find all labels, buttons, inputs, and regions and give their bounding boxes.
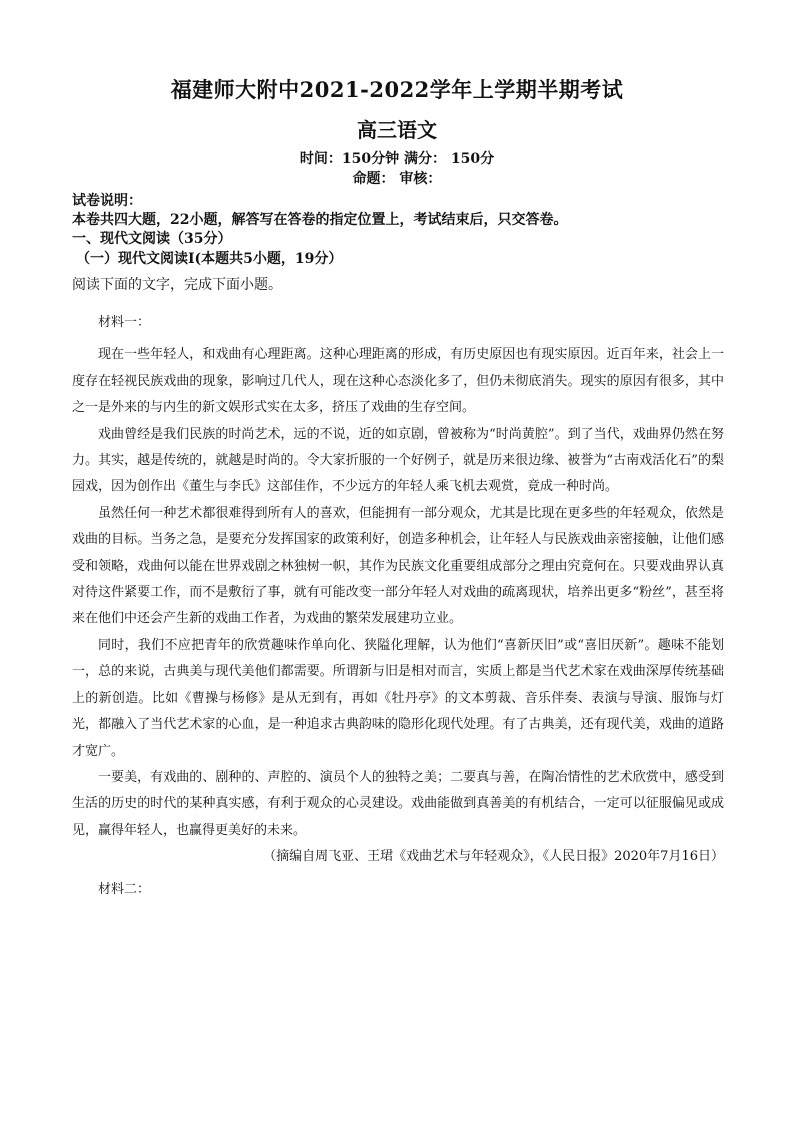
paragraph: 现在一些年轻人，和戏曲有心理距离。这种心理距离的形成，有历史原因也有现实原因。近百年来，社会上一度存在轻视民族戏曲的现象，影响过几代人，现在这种心态淡化多了，但仍未彻底消失。现实的原因有很多，其中之一是外来的与内生的新文娱形式实在太多，挤压了戏曲的生存空间。 xyxy=(72,347,724,416)
source-citation: （摘编自周飞亚、王珺《戏曲艺术与年轻观众》，《人民日报》2020年7月16日） xyxy=(263,849,724,865)
paragraph: 虽然任何一种艺术都很难得到所有人的喜欢，但能拥有一部分观众，尤其是比现在更多些的年轻观众，依然是戏曲的目标。当务之急，是要充分发挥国家的政策利好，创造多种机会，让年轻人与民族戏曲亲密接触，让他们感受和领略，戏曲何以能在世界戏剧之林独树一帜，其作为民族文化重要组成部分之理由究竟何在。只要戏曲界认真对待这件紧要工作，而不是敷衍了事，就有可能改变一部分年轻人对戏曲的疏离现状，培养出更多“粉丝”，甚至将来在他们中还会产生新的戏曲工作者，为戏曲的繁荣发展建功立业。 xyxy=(72,505,724,627)
time-score-line: 时间：150分钟 满分： 150分 xyxy=(299,151,495,167)
subject-title: 高三语文 xyxy=(357,118,437,142)
notes-heading: 试卷说明： xyxy=(72,193,142,209)
material-1-label: 材料一： xyxy=(98,315,151,330)
material-2-label: 材料二： xyxy=(98,881,151,897)
notes-text: 本卷共四大题，22小题，解答写在答卷的指定位置上，考试结束后，只交答卷。 xyxy=(72,212,568,228)
exam-title: 福建师大附中2021-2022学年上学期半期考试 xyxy=(170,77,624,102)
subsection-heading: （一）现代文阅读Ⅰ(本题共5小题，19分） xyxy=(76,251,343,267)
paragraph: 一要美，有戏曲的、剧种的、声腔的、演员个人的独特之美；二要真与善，在陶冶情性的艺术欣赏中，感受到生活的历史的时代的某种真实感，有利于观众的心灵建设。戏曲能做到真善美的有机结合，一定可以征服偏见或成见，赢得年轻人，也赢得更美好的未来。 xyxy=(72,769,724,838)
paragraph: 同时，我们不应把青年的欣赏趣味作单向化、狭隘化理解，认为他们“喜新厌旧”或“喜旧厌新”。趣味不能划一，总的来说，古典美与现代美他们都需要。所谓新与旧是相对而言，实质上都是当代艺术家在戏曲深厚传统基础上的新创造。比如《曹操与杨修》是从无到有，再如《牡丹亭》的文本剪裁、音乐伴奏、表演与导演、服饰与灯光，都融入了当代艺术家的心血，是一种追求古典韵味的隐形化现代处理。有了古典美，还有现代美，戏曲的道路才宽广。 xyxy=(72,637,724,759)
authors-line: 命题： 审核： xyxy=(352,171,442,187)
section-heading: 一、现代文阅读（35分） xyxy=(72,231,232,247)
reading-instruction: 阅读下面的文字，完成下面小题。 xyxy=(72,277,282,293)
paragraph: 戏曲曾经是我们民族的时尚艺术，远的不说，近的如京剧，曾被称为“时尚黄腔”。到了当代，戏曲界仍然在努力。其实，越是传统的，就越是时尚的。令大家折服的一个好例子，就是历来很边缘、被誉为“古南戏活化石”的梨园戏，因为创作出《董生与李氏》这部佳作，不少远方的年轻人乘飞机去观赏，竟成一种时尚。 xyxy=(72,426,724,495)
reading-passage xyxy=(72,310,724,903)
